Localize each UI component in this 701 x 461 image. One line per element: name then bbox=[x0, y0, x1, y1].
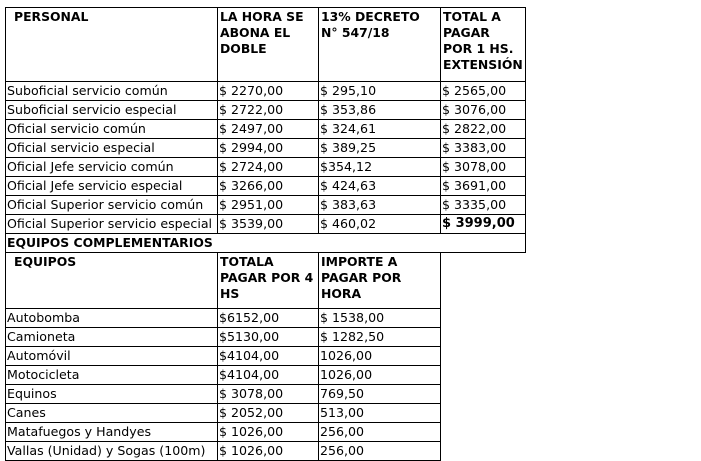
item-cell: Vallas (Unidad) y Sogas (100m) bbox=[6, 442, 218, 461]
table-row bbox=[6, 442, 441, 461]
role-cell: Oficial Jefe servicio especial bbox=[6, 177, 218, 196]
hora-cell: $ 3266,00 bbox=[218, 177, 319, 196]
item-cell: Equinos bbox=[6, 385, 218, 404]
table-row bbox=[6, 215, 606, 234]
role-cell: Oficial Superior servicio especial bbox=[6, 215, 218, 234]
item-cell: Motocicleta bbox=[6, 366, 218, 385]
table-row bbox=[6, 177, 606, 196]
table-row bbox=[6, 158, 606, 177]
table-row bbox=[6, 82, 606, 101]
table-row bbox=[6, 366, 441, 385]
table-row bbox=[6, 385, 441, 404]
decreto-cell: $ 324,61 bbox=[319, 120, 441, 139]
table-row bbox=[6, 347, 441, 366]
item-cell: Autobomba bbox=[6, 309, 218, 328]
total-cell: $ 3335,00 bbox=[441, 196, 526, 215]
total-cell: $ 3691,00 bbox=[441, 177, 526, 196]
personal-header-row bbox=[6, 8, 606, 82]
table-row bbox=[6, 328, 441, 347]
hora-cell: $ 2724,00 bbox=[218, 158, 319, 177]
equipos-header-row bbox=[6, 253, 441, 309]
item-cell: Automóvil bbox=[6, 347, 218, 366]
tariff-document bbox=[5, 7, 605, 461]
header-total-extension: TOTAL A PAGAR POR 1 HS. EXTENSIÓN bbox=[441, 8, 526, 82]
equipos-body bbox=[6, 309, 441, 461]
hora-cell: $ 2951,00 bbox=[218, 196, 319, 215]
hora-cell: $ 2722,00 bbox=[218, 101, 319, 120]
header-total-4hs: TOTALA PAGAR POR 4 HS bbox=[218, 253, 319, 309]
role-cell: Oficial Superior servicio común bbox=[6, 196, 218, 215]
total4-cell: $4104,00 bbox=[218, 366, 319, 385]
item-cell: Matafuegos y Handyes bbox=[6, 423, 218, 442]
decreto-cell: $ 353,86 bbox=[319, 101, 441, 120]
total4-cell: $ 1026,00 bbox=[218, 423, 319, 442]
equipos-table bbox=[5, 252, 441, 461]
total-cell: $ 2565,00 bbox=[441, 82, 526, 101]
total-cell: $ 3999,00 bbox=[441, 215, 526, 234]
table-row bbox=[6, 404, 441, 423]
hora-cell: $ 1538,00 bbox=[319, 309, 441, 328]
decreto-cell: $ 460,02 bbox=[319, 215, 441, 234]
total4-cell: $6152,00 bbox=[218, 309, 319, 328]
decreto-cell: $ 389,25 bbox=[319, 139, 441, 158]
decreto-cell: $354,12 bbox=[319, 158, 441, 177]
header-decreto: 13% DECRETO N° 547/18 bbox=[319, 8, 441, 82]
total4-cell: $4104,00 bbox=[218, 347, 319, 366]
hora-cell: $ 3539,00 bbox=[218, 215, 319, 234]
decreto-cell: $ 424,63 bbox=[319, 177, 441, 196]
hora-cell: 1026,00 bbox=[319, 347, 441, 366]
personal-body bbox=[6, 82, 606, 234]
role-cell: Oficial servicio especial bbox=[6, 139, 218, 158]
item-cell: Camioneta bbox=[6, 328, 218, 347]
hora-cell: $ 2270,00 bbox=[218, 82, 319, 101]
header-hora-doble: LA HORA SE ABONA EL DOBLE bbox=[218, 8, 319, 82]
total-cell: $ 3078,00 bbox=[441, 158, 526, 177]
hora-cell: 256,00 bbox=[319, 442, 441, 461]
header-importe-hora: IMPORTE A PAGAR POR HORA bbox=[319, 253, 441, 309]
table-row bbox=[6, 196, 606, 215]
total4-cell: $ 3078,00 bbox=[218, 385, 319, 404]
total-cell: $ 2822,00 bbox=[441, 120, 526, 139]
total-cell: $ 3383,00 bbox=[441, 139, 526, 158]
blank-column bbox=[525, 8, 605, 82]
decreto-cell: $ 383,63 bbox=[319, 196, 441, 215]
item-cell: Canes bbox=[6, 404, 218, 423]
hora-cell: $ 2497,00 bbox=[218, 120, 319, 139]
hora-cell: $ 2994,00 bbox=[218, 139, 319, 158]
role-cell: Oficial servicio común bbox=[6, 120, 218, 139]
decreto-cell: $ 295,10 bbox=[319, 82, 441, 101]
hora-cell: $ 1282,50 bbox=[319, 328, 441, 347]
total4-cell: $ 1026,00 bbox=[218, 442, 319, 461]
total4-cell: $5130,00 bbox=[218, 328, 319, 347]
table-row bbox=[6, 101, 606, 120]
table-row bbox=[6, 139, 606, 158]
hora-cell: 256,00 bbox=[319, 423, 441, 442]
role-cell: Suboficial servicio especial bbox=[6, 101, 218, 120]
equipos-section-row bbox=[6, 234, 606, 253]
personal-table bbox=[5, 7, 605, 253]
hora-cell: 769,50 bbox=[319, 385, 441, 404]
table-row bbox=[6, 309, 441, 328]
role-cell: Suboficial servicio común bbox=[6, 82, 218, 101]
total4-cell: $ 2052,00 bbox=[218, 404, 319, 423]
role-cell: Oficial Jefe servicio común bbox=[6, 158, 218, 177]
header-equipos: EQUIPOS bbox=[6, 253, 218, 309]
hora-cell: 513,00 bbox=[319, 404, 441, 423]
header-personal: PERSONAL bbox=[6, 8, 218, 82]
table-row bbox=[6, 120, 606, 139]
table-row bbox=[6, 423, 441, 442]
section-title: EQUIPOS COMPLEMENTARIOS bbox=[6, 234, 526, 253]
total-cell: $ 3076,00 bbox=[441, 101, 526, 120]
hora-cell: 1026,00 bbox=[319, 366, 441, 385]
